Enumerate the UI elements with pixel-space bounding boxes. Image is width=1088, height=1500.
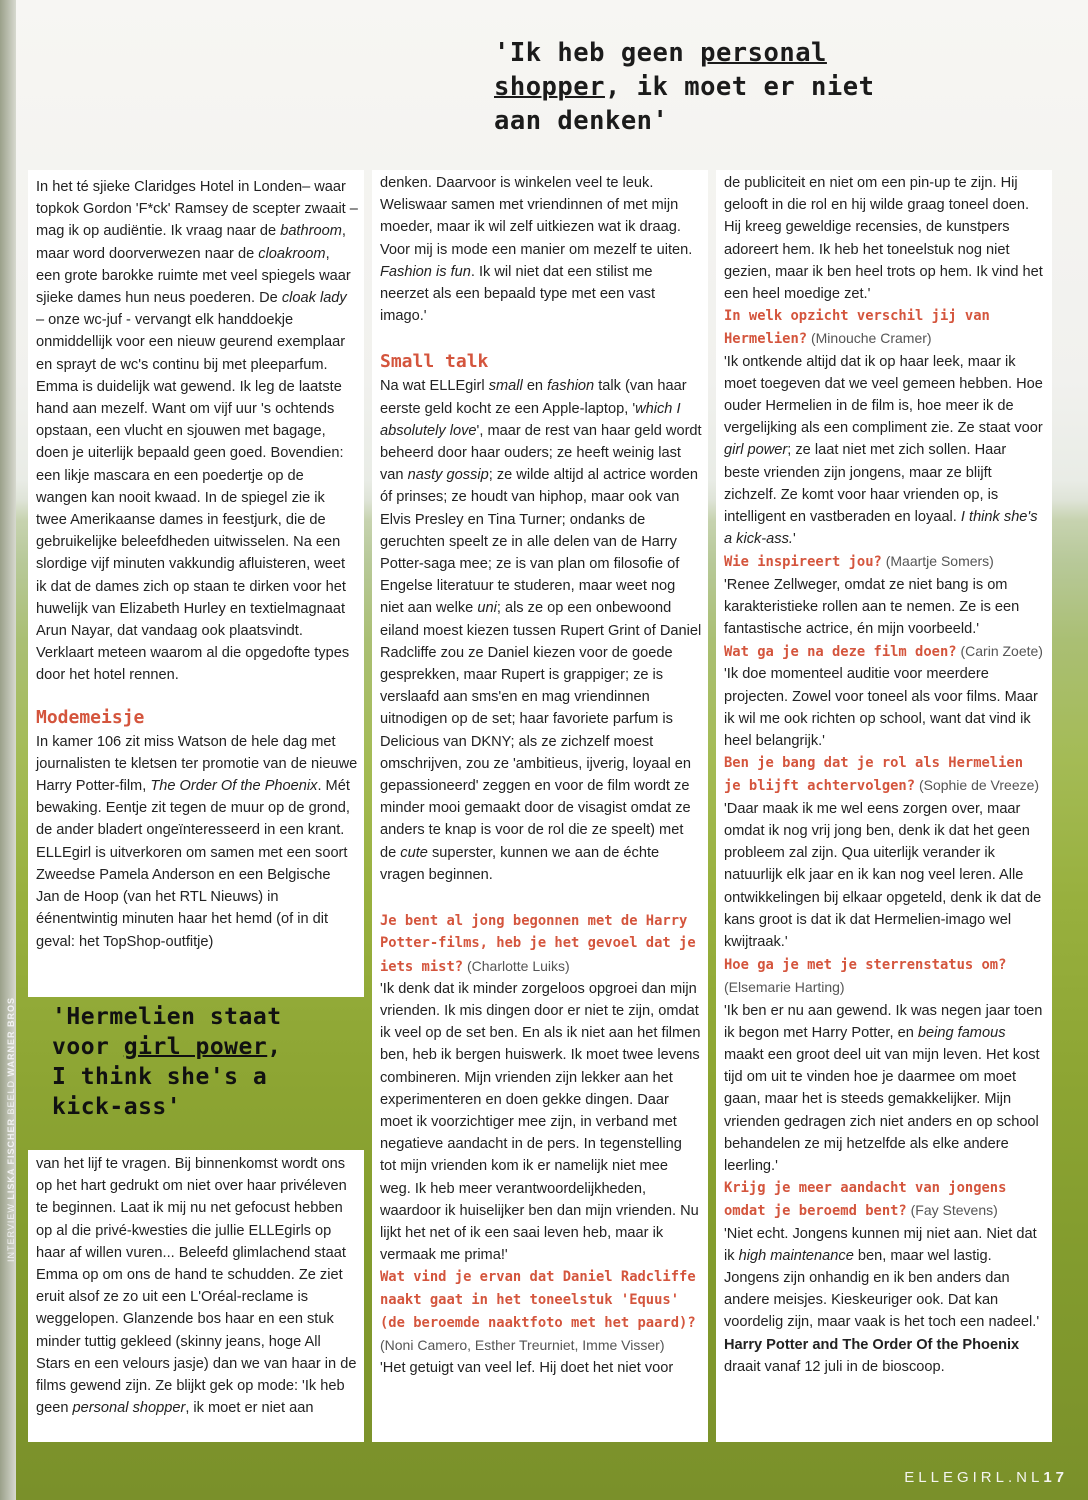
paragraph: In het té sjieke Claridges Hotel in Londen– waar topkok Gordon 'F*ck' Ramsey de scepter zwaait – mag ik op audiëntie. Ik vraag naar de bathroom, maar word doorverwezen naar de cloakroom, een grote barokke ruimte met veel spiegels waar sjieke dames hun neus poederen. De cloak lady – onze wc-juf - vervangt elk handdoekje onmiddellijk voor een nieuw geurend exemplaar en sprayt de wc's continu bij met pleeparfum. Emma is duidelijk wat gewend. Ik leg de laatste hand aan mezelf. Want om vijf uur 's ochtends opstaan, een vlucht en sjouwen met bagage, doen je uiterlijk bepaald geen goed. Bovendien: een likje mascara en een poedertje op de wangen kan nooit kwaad. In de spiegel zie ik twee Amerikaanse dames in feestjurk, die de gebruikelijke beleefdheden uitwisselen. Na een slordige vijf minuten vakkundig afluisteren, weet ik dat de dames zich op staan te dirken voor het huwelijk van Elizabeth Hurley en textielmagnaat Arun Nayar, dat vandaag ook plaatsvindt. Verklaart meteen waarom al die opgedofte types door het hotel rennen. bbox=[36, 179, 358, 684]
qa-block bbox=[380, 910, 702, 978]
qa-block bbox=[380, 1266, 702, 1357]
folio-suffix: .NL bbox=[1007, 1469, 1044, 1486]
folio-brand: ELLEGIRL bbox=[904, 1469, 1008, 1486]
subhead: Small talk bbox=[380, 351, 489, 373]
question: Wat ga je na deze film doen? bbox=[724, 644, 957, 661]
question: Ben je bang dat je rol als Hermelien je blijft achtervolgen? bbox=[724, 755, 1024, 795]
qa-block bbox=[724, 752, 1046, 797]
answer: 'Ik doe momenteel auditie voor meerdere projecten. Zowel voor toneel als voor films. Maar ik wil me ook richten op school, want dat vind ik heel belangrijk.' bbox=[724, 666, 1038, 750]
answer: 'Daar maak ik me wel eens zorgen over, maar omdat ik nog vrij jong ben, denk ik dat het geen probleem zal zijn. Qua uiterlijk verander ik natuurlijk elk jaar en ik kan nog veel leren. Alle ontwikkelingen bij elkaar opgeteld, denk ik dat de kans groot is dat ik dat Hermelien-imago wel kwijtraak.' bbox=[724, 800, 1042, 950]
answer: 'Ik denk dat ik minder zorgeloos opgroei dan mijn vrienden. Ik mis dingen door er niet te zijn, omdat ik veel op de set ben. En als ik niet aan het filmen ben, heb ik bergen huiswerk. Ik moet twee levens combineren. Mijn vrienden zijn lekker aan het experimenteren en doen gekke dingen. Daar moet ik voorzichtiger mee zijn, in verband met negatieve aandacht in de pers. In tegenstelling tot mijn vrienden kom ik er namelijk niet mee weg. Ik heb meer verantwoordelijkheden, waardoor ik huiselijker ben dan mijn vrienden. Nu lijkt het net of ik een saai leven heb, maar ik vermaak me prima!' bbox=[380, 980, 701, 1264]
paragraph: In kamer 106 zit miss Watson de hele dag met journalisten te kletsen ter promotie van de nieuwe Harry Potter-film, The Order Of the Phoenix. Mét bewaking. Eentje zit tegen de muur op de grond, de ander bladert ongeïnteresseerd in een krant. ELLEgirl is uitverkoren om samen met een soort Zweedse Pamela Anderson en een Belgische Jan de Hoop (van het RTL Nieuws) in éénentwintig minuten haar het hemd (of in dit geval: het TopShop-outfitje) bbox=[36, 733, 358, 950]
qa-block bbox=[724, 640, 1046, 663]
qa-block bbox=[724, 305, 1046, 350]
answer: 'Renee Zellweger, omdat ze niet bang is om karakteristieke rollen aan te nemen. Ze is een fantastische actrice, én mijn voorbeeld.' bbox=[724, 576, 1020, 638]
question-source: (Elsemarie Harting) bbox=[724, 979, 845, 996]
pull-quote-text: I think she's a bbox=[52, 1064, 268, 1090]
subhead: Modemeisje bbox=[36, 706, 145, 728]
qa-block bbox=[724, 1177, 1046, 1222]
answer: 'Het getuigt van veel lef. Hij doet het niet voor bbox=[380, 1360, 674, 1377]
photo-credit: INTERVIEW LISKA FISCHER BEELD WARNER BROS bbox=[6, 996, 16, 1262]
column-1-top bbox=[28, 170, 364, 997]
column-1-bottom bbox=[28, 1150, 364, 1442]
pull-quote-text: , ik moet er niet bbox=[604, 72, 875, 102]
answer: 'Ik ben er nu aan gewend. Ik was negen jaar toen ik begon met Harry Potter, en being famous maakt een groot deel uit van mijn leven. Het kost tijd om uit te vinden hoe je daarmee om moet gaan, maar het is steeds gemakkelijker. Mijn vrienden gedragen zich niet anders en op school behandelen ze mij hetzelfde als elke andere leerling.' bbox=[724, 1002, 1043, 1174]
pull-quote-text: voor bbox=[52, 1034, 124, 1060]
question-source: (Carin Zoete) bbox=[956, 643, 1043, 660]
paragraph: denken. Daarvoor is winkelen veel te leuk. Weliswaar samen met vriendinnen of met mijn moeder, maar ik wil zelf uitkiezen wat ik draag. Voor mij is mode een manier om mezelf te uiten. Fashion is fun. Ik wil niet dat een stilist me neerzet als een bepaald type met een vast imago.' bbox=[380, 175, 693, 325]
qa-block bbox=[724, 550, 1046, 573]
pull-quote-underline: girl power bbox=[123, 1034, 268, 1060]
question-source: (Minouche Cramer) bbox=[807, 330, 932, 347]
question: Wie inspireert jou? bbox=[724, 554, 882, 571]
pull-quote-underline: personal bbox=[700, 38, 827, 68]
page-folio bbox=[904, 1469, 1068, 1486]
column-3 bbox=[716, 170, 1052, 1442]
question-source: (Sophie de Vreeze) bbox=[915, 777, 1040, 794]
question-source: (Fay Stevens) bbox=[906, 1202, 998, 1219]
question-source: (Charlotte Luiks) bbox=[463, 957, 570, 974]
outro: Harry Potter and The Order Of the Phoenix draait vanaf 12 juli in de bioscoop. bbox=[724, 1336, 1020, 1375]
page-number: 17 bbox=[1043, 1469, 1068, 1486]
qa-block bbox=[724, 953, 1046, 999]
question: Krijg je meer aandacht van jongens omdat je beroemd bent? bbox=[724, 1180, 1007, 1220]
question-source: (Noni Camero, Esther Treurniet, Imme Visser) bbox=[380, 1336, 665, 1353]
pull-quote-text: 'Hermelien staat bbox=[52, 1004, 282, 1030]
question: Wat vind je ervan dat Daniel Radcliffe naakt gaat in het toneelstuk 'Equus' (de beroemde naaktfoto met het paard)? bbox=[380, 1269, 696, 1331]
question-source: (Maartje Somers) bbox=[881, 553, 994, 570]
column-2 bbox=[372, 170, 708, 1442]
question: In welk opzicht verschil jij van Hermelien? bbox=[724, 308, 990, 348]
pull-quote-text: 'Ik heb geen bbox=[494, 38, 701, 68]
question: Je bent al jong begonnen met de Harry Potter-films, heb je het gevoel dat je iets mist? bbox=[380, 913, 696, 975]
pull-quote-text: aan denken' bbox=[494, 106, 669, 136]
answer: 'Niet echt. Jongens kunnen mij niet aan. Niet dat ik high maintenance ben, maar wel lastig. Jongens zijn onhandig en ik ben anders dan andere meisjes. Kieskeuriger ook. Dat kan voordelig zijn, maar vaak is het toch een nadeel.' bbox=[724, 1225, 1040, 1331]
pull-quote-text: kick-ass' bbox=[52, 1094, 182, 1120]
question: Hoe ga je met je sterrenstatus om? bbox=[724, 957, 1007, 974]
paragraph: Na wat ELLEgirl small en fashion talk (van haar eerste geld kocht ze een Apple-laptop, 'which I absolutely love', maar de rest van haar geld wordt beheerd door haar ouders; ze heeft weinig last van nasty gossip; ze wilde altijd al actrice worden óf prinses; ze houdt van hiphop, maar ook van Elvis Presley en Tina Turner; ondanks de geruchten speelt ze in alle delen van de Harry Potter-saga mee; ze is van plan om filosofie of Engelse literatuur te studeren, maar weet nog niet aan welke uni; als ze op een onbewoond eiland moest kiezen tussen Rupert Grint of Daniel Radcliffe zou ze Daniel kiezen voor de goede gesprekken, maar Rupert is grappiger; ze is verslaafd aan sms'en en mag vriendinnen uitnodigen op de set; haar favoriete parfum is Delicious van DKNY; als ze zichzelf moest omschrijven, zou ze 'ambitieus, ijverig, loyaal en gepassioneerd' zeggen en voor de film wordt ze minder mooi gemaakt door de visagist omdat ze anders te knap is voor de rol die ze speelt) met de cute superster, kunnen we aan de échte vragen beginnen. bbox=[380, 378, 702, 883]
pull-quote-top bbox=[494, 36, 924, 138]
pull-quote-underline: shopper bbox=[494, 72, 605, 102]
paragraph: van het lijf te vragen. Bij binnenkomst wordt ons op het hart gedrukt om niet over haar privéleven te beginnen. Laat ik mij nu net gefocust hebben op al die privé-kwesties die jullie ELLEgirls op haar af willen vuren... Beleefd glimlachend staat Emma op om ons de hand te schudden. Ze ziet eruit alsof ze zo uit een L'Oréal-reclame is weggelopen. Glanzende bos haar en een stuk minder tuttig gekleed (skinny jeans, hoge All Stars en een velours jasje) dan we van haar in de films gewend zijn. Ze blijkt gek op mode: 'Ik heb geen personal shopper, ik moet er niet aan bbox=[36, 1156, 357, 1417]
answer: 'Ik ontkende altijd dat ik op haar leek, maar ik moet toegeven dat we veel gemeen hebben. Hoe ouder Hermelien in de film is, hoe meer ik de vergelijking als een compliment zie. Ze staat voor girl power; ze laat niet met zich sollen. Haar beste vrienden zijn jongens, maar ze blijft zichzelf. Ze komt voor haar vrienden op, is intelligent en vastberaden en loyaal. I think she's a kick-ass.' bbox=[724, 353, 1043, 548]
answer: de publiciteit en niet om een pin-up te zijn. Hij gelooft in die rol en hij wilde graag toneel doen. Hij kreeg geweldige recensies, de kunstpers adoreert hem. Ik heb het toneelstuk nog niet gezien, maar ik ben heel trots op hem. Ik vind het een heel moedige zet.' bbox=[724, 175, 1043, 303]
page-spine bbox=[0, 0, 16, 1500]
pull-quote-middle: 'Hermelien staat voor girl power, I think she's a kick-ass' bbox=[52, 1002, 372, 1122]
